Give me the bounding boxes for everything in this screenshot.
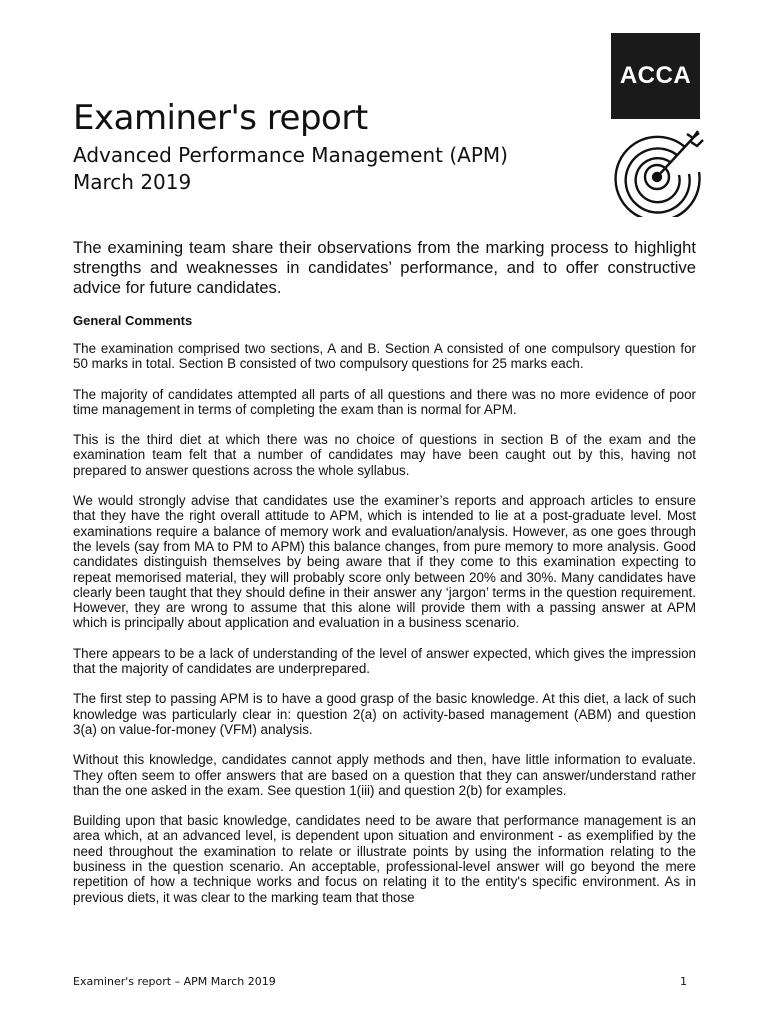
report-title: Examiner's report	[73, 98, 368, 138]
paragraph: The majority of candidates attempted all parts of all questions and there was no more evidence of poor time management in terms of completing the exam than is normal for APM.	[73, 386, 696, 417]
paragraph: Without this knowledge, candidates cannot apply methods and then, have little information to evaluate. They often seem to offer answers that are based on a question that they can answer/understand rather than the one asked in the exam. See question 1(iii) and question 2(b) for examples.	[73, 752, 696, 798]
intro-paragraph: The examining team share their observations from the marking process to highlight strengths and weaknesses in candidates’ performance, and to offer constructive advice for future candidates.	[73, 238, 696, 297]
section-heading: General Comments	[73, 313, 193, 328]
footer-title: Examiner's report – APM March 2019	[73, 975, 276, 988]
acca-logo	[611, 33, 700, 119]
paragraph: The first step to passing APM is to have a good grasp of the basic knowledge. At this diet, a lack of such knowledge was particularly clear in: question 2(a) on activity-based management (ABM) and question 3(a) on value-for-money (VFM) analysis.	[73, 691, 696, 737]
page-number: 1	[680, 975, 687, 988]
body-text	[73, 341, 696, 920]
paragraph: This is the third diet at which there was no choice of questions in section B of the exam and the examination team felt that a number of candidates may have been caught out by this, having not prepared to answer questions across the whole syllabus.	[73, 432, 696, 478]
report-subtitle: Advanced Performance Management (APM)	[73, 143, 508, 167]
report-date: March 2019	[73, 170, 192, 194]
paragraph: Building upon that basic knowledge, candidates need to be aware that performance management is an area which, at an advanced level, is dependent upon situation and environment - as exemplified by the need throughout the examination to relate or illustrate points by using the information relating to the business in the question scenario. An acceptable, professional-level answer will go beyond the mere repetition of how a technique works and focus on relating it to the entity's specific environment. As in previous diets, it was clear to the marking team that those	[73, 813, 696, 905]
paragraph: The examination comprised two sections, A and B. Section A consisted of one compulsory question for 50 marks in total. Section B consisted of two compulsory questions for 25 marks each.	[73, 341, 696, 372]
target-with-arrow-icon	[607, 122, 707, 217]
paragraph: There appears to be a lack of understanding of the level of answer expected, which gives the impression that the majority of candidates are underprepared.	[73, 645, 696, 677]
acca-logo-text: ACCA	[619, 62, 692, 89]
paragraph: We would strongly advise that candidates use the examiner’s reports and approach articles to ensure that they have the right overall attitude to APM, which is intended to lie at a post-graduate level. Most examinations require a balance of memory work and evaluation/analysis. However, as one goes through the levels (say from MA to PM to APM) this balance changes, from pure memory to more analysis. Good candidates distinguish themselves by being aware that if they come to this examination expecting to repeat memorised material, they will probably score only between 20% and 30%. Many candidates have clearly been taught that they should define in their answer any ‘jargon’ terms in the question requirement. However, they are wrong to assume that this alone will provide them with a passing answer at APM which is principally about application and evaluation in a business scenario.	[73, 493, 696, 631]
